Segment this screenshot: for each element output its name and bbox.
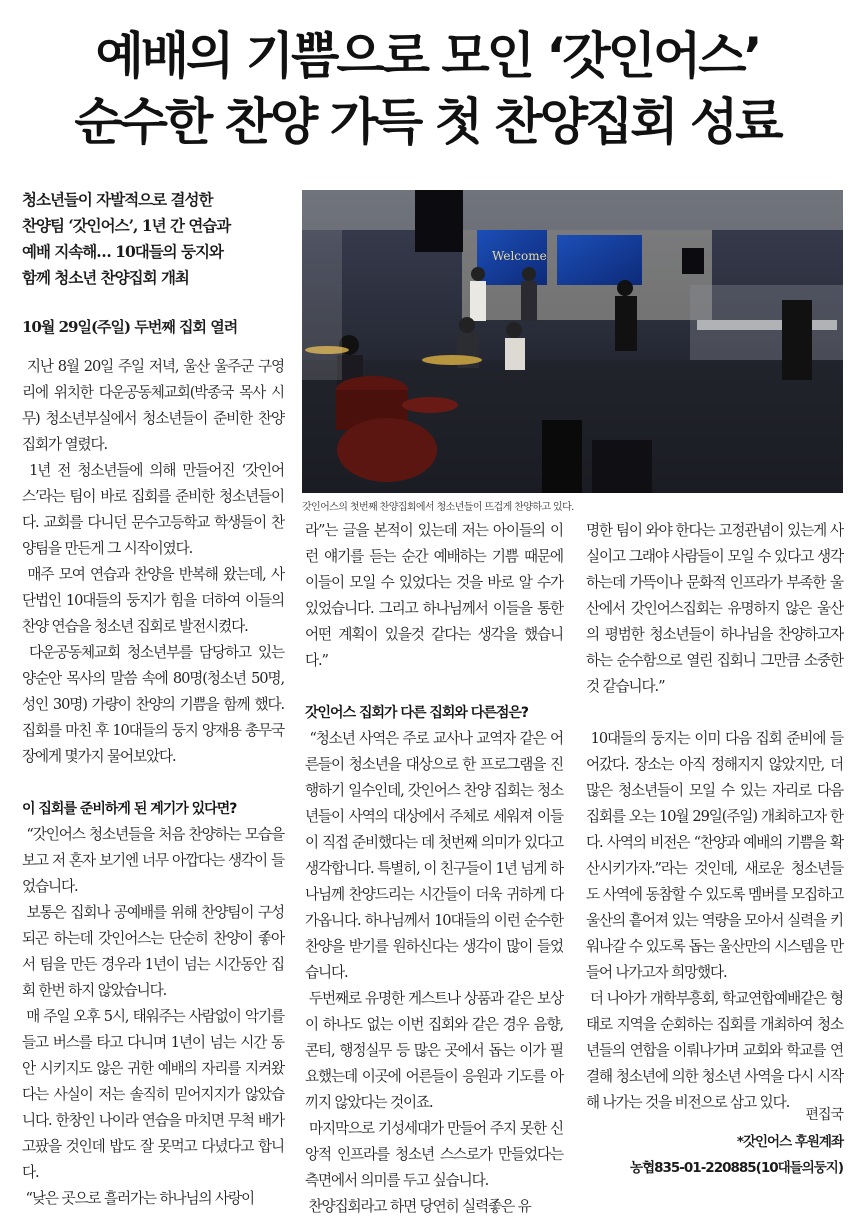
paragraph: “갓인어스 청소년들을 처음 찬양하는 모습을 보고 저 혼자 보기엔 너무 아깝다는 생각이 들었습니다. xyxy=(22,826,288,895)
paragraph: 1년 전 청소년들에 의해 만들어진 ‘갓인어스’라는 팀이 바로 집회를 준비한 청소년들이다. 교회를 다니던 문수고등학교 학생들이 찬양팀을 만든게 그 시작이였다. xyxy=(22,462,284,557)
paragraph: 다운공동체교회 청소년부를 담당하고 있는 양순안 목사의 말씀 속에 80명(청소년 50명, 성인 30명) 가량이 찬양의 기쁨을 함께 했다. 집회를 마친 후 10대들의 둥지 양재용 총무국장에게 몇가지 물어보았다. xyxy=(22,644,288,765)
column-1 xyxy=(22,354,288,1212)
account-number: 농협835-01-220885(10대들의둥지) xyxy=(630,1160,843,1176)
account-title: *갓인어스 후원계좌 xyxy=(736,1134,843,1150)
headline-line-2: 순수한 찬양 가득 첫 찬양집회 성료 xyxy=(74,93,781,151)
headline-line-1: 예배의 기쁨으로 모인 ‘갓인어스’ xyxy=(95,27,760,85)
paragraph: 마지막으로 기성세대가 만들어 주지 못한 신앙적 인프라를 청소년 스스로가 만들었다는 측면에서 의미를 두고 싶습니다. xyxy=(305,1120,567,1189)
photo-caption: 갓인어스의 첫번째 찬양집회에서 청소년들이 뜨겁게 찬양하고 있다. xyxy=(302,502,574,513)
speaker xyxy=(682,248,704,274)
subheadline-line: 찬양팀 ‘갓인어스’, 1년 간 연습과 xyxy=(22,216,231,235)
signature: 편집국 xyxy=(805,1107,843,1123)
welcome-sign: Welcome xyxy=(492,249,547,263)
paragraph: 매 주일 오후 5시, 태워주는 사람없이 악기를 들고 버스를 타고 다니며 1년이 넘는 시간 동안 시키지도 않은 귀한 예배의 자리를 지켜왔다는 사실이 저는 솔직히 믿어지지가 않았습니다. 한창인 나이라 연습을 마치면 무척 배가 고팠을 것인데 밥도 잘 못먹고 다녔다고 합니다. xyxy=(22,1008,288,1181)
projector-screen-right xyxy=(557,235,642,285)
subheadline-line: 청소년들이 자발적으로 결성한 xyxy=(22,190,213,209)
paragraph: 지난 8월 20일 주일 저녁, 울산 울주군 구영리에 위치한 다운공동체교회(박종국 목사 시무) 청소년부실에서 청소년들이 준비한 찬양집회가 열렸다. xyxy=(22,358,284,453)
paragraph: “낮은 곳으로 흘러가는 하나님의 사랑이 xyxy=(22,1190,255,1207)
paragraph: 더 나아가 개학부흥회, 학교연합예배같은 형태로 지역을 순회하는 집회를 개최하여 청소년들의 연합을 이뤄나가며 교회와 학교를 연결해 청소년에 의한 청소년 사역을 다시 시작해 나가는 것을 비전으로 삼고 있다. xyxy=(586,990,843,1111)
paragraph: 두번째로 유명한 게스트나 상품과 같은 보상이 하나도 없는 이번 집회와 같은 경우 음향, 콘티, 행정실무 등 많은 곳에서 돕는 이가 필요했는데 이곳에 어른들이 응원과 기도를 아끼지 않았다는 것이죠. xyxy=(305,990,567,1111)
worship-photo xyxy=(302,190,843,493)
paragraph: 10대들의 둥지는 이미 다음 집회 준비에 들어갔다. 장소는 아직 정해지지 않았지만, 더 많은 청소년들이 모일 수 있는 자리로 다음 집회를 오는 10월 29일(주일) 개최하고자 한다. 사역의 비전은 “찬양과 예배의 기쁨을 확산시키가자.”라는 것인데, 새로운 청소년들도 사역에 동참할 수 있도록 멤버를 모집하고 울산의 흩어져 있는 역량을 모아서 실력을 키워나갈 수 있도록 돕는 울산만의 시스템을 만들어 나가고자 희망했다. xyxy=(586,730,847,981)
paragraph: “청소년 사역은 주로 교사나 교역자 같은 어른들이 청소년을 대상으로 한 프로그램을 진행하기 일수인데, 갓인어스 찬양 집회는 청소년들이 사역의 대상에서 주체로 세워져 이들이 직접 준비했다는 데 첫번째 의미가 있다고 생각합니다. 특별히, 이 친구들이 1년 넘게 하나님께 찬양드리는 시간들이 더욱 귀하게 다가옵니다. 하나님께서 10대들의 이런 순수한 찬양을 받기를 원하신다는 생각이 많이 들었습니다. xyxy=(305,730,567,981)
subheadline-line: 예배 지속해… 10대들의 둥지와 xyxy=(22,242,223,261)
paragraph: 라”는 글을 본적이 있는데 저는 아이들의 이런 얘기를 듣는 순간 예배하는 기쁨 때문에 이들이 모일 수 있었다는 것을 바로 알 수가 있었습니다. 그리고 하나님께서 이들을 통한 어떤 계획이 있을것 같다는 생각을 했습니다.” xyxy=(305,522,567,669)
subheadline-line: 함께 청소년 찬양집회 개최 xyxy=(22,268,189,287)
paragraph: 매주 모여 연습과 찬양을 반복해 왔는데, 사단법인 10대들의 둥지가 힘을 더하여 이들의 찬양 연습을 청소년 집회로 발전시켰다. xyxy=(22,566,288,635)
question-heading-2: 갓인어스 집회가 다른 집회와 다른점은? xyxy=(305,705,529,721)
amp xyxy=(542,420,582,493)
paragraph: 명한 팀이 와야 한다는 고정관념이 있는게 사실이고 그래야 사람들이 모일 수 있다고 생각하는데 가뜩이나 문화적 인프라가 부족한 울산에서 갓인어스집회는 유명하지 않은 울산의 평범한 청소년들이 하나님을 찬양하고자 하는 순수함으로 열린 집회니 그만큼 소중한 것 같습니다.” xyxy=(586,522,847,695)
cymbal xyxy=(422,355,482,365)
tv-monitor xyxy=(415,190,463,252)
paragraph: 찬양집회라고 하면 당연히 실력좋은 유 xyxy=(305,1198,531,1215)
column-3 xyxy=(586,518,847,1116)
subhead-second-rally: 10월 29일(주일) 두번째 집회 열려 xyxy=(22,318,238,336)
paragraph: 보통은 집회나 공예배를 위해 찬양팀이 구성되곤 하는데 갓인어스는 단순히 찬양이 좋아서 팀을 만든 경우라 1년이 넘는 시간동안 집회 한번 하지 않았습니다. xyxy=(22,904,284,999)
subheadline xyxy=(22,187,284,291)
question-heading-1: 이 집회를 준비하게 된 계기가 있다면? xyxy=(22,801,237,817)
bass-drum xyxy=(337,418,437,482)
column-2 xyxy=(305,518,567,1220)
